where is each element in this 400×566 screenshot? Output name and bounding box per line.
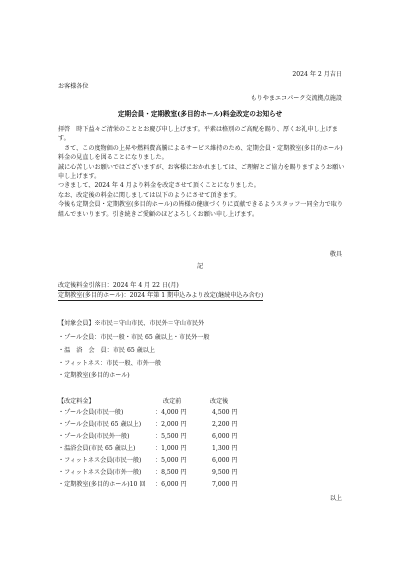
fee-name: ・プール会員(市民 65 歳以上) bbox=[58, 421, 142, 428]
fee-after: 2,200 円 bbox=[212, 421, 238, 428]
issue-date: 2024 年 2 月吉日 bbox=[292, 71, 342, 78]
closing-keigu: 敬具 bbox=[329, 251, 342, 258]
fee-before: ：2,000 円 bbox=[155, 421, 187, 428]
fee-name: ・定期教室(多目的ホール)10 回 bbox=[58, 481, 146, 488]
class-note: 定期教室(多目的ホール)：2024 年第 1 期申込みより改定(継続申込み含む) bbox=[58, 292, 264, 299]
member-item-2: ・温 浴 会 員：市民 65 歳以上 bbox=[58, 347, 155, 354]
recipient: お客様各位 bbox=[58, 83, 89, 90]
start-date-line bbox=[58, 281, 179, 290]
fee-after: 9,500 円 bbox=[212, 469, 238, 476]
members-header: 【対象会員】※市民＝守山市民、市民外＝守山市民外 bbox=[58, 320, 205, 327]
fee-before: ：4,000 円 bbox=[155, 409, 187, 416]
fees-before-label: 改定前 bbox=[163, 398, 182, 405]
fee-before: ：6,000 円 bbox=[155, 481, 187, 488]
start-date: 改定後料金引落日：2024 年 4 月 22 日(月) bbox=[58, 282, 179, 289]
fee-after: 6,000 円 bbox=[212, 457, 238, 464]
fee-after: 4,500 円 bbox=[212, 409, 238, 416]
fee-name: ・温浴会員(市民 65 歳以上) bbox=[58, 445, 136, 452]
fee-name: ・プール会員(市民一般) bbox=[58, 409, 124, 416]
body-paragraph-1: 拝啓 時下益々ご清栄のこととお慶び申し上げます。平素は格別のご高配を賜り、厚くお礼申し上げます。 bbox=[58, 126, 338, 143]
fees-header: 【改定料金】 bbox=[58, 398, 95, 405]
body-paragraph-6: 今後も定期会員・定期教室(多目的ホール)の皆様の健康づくりに貢献できるようスタッフ一同全力で取り組んでまいります。引き続きご愛顧のほどよろしくお願い申し上げます。 bbox=[58, 201, 343, 218]
member-item-3: ・フィットネス：市民一般、市外一般 bbox=[58, 360, 162, 367]
fee-name: ・フィットネス会員(市外一般) bbox=[58, 469, 142, 476]
fee-after: 1,300 円 bbox=[212, 445, 238, 452]
fee-before: ：5,500 円 bbox=[155, 433, 187, 440]
fee-after: 7,000 円 bbox=[212, 481, 238, 488]
class-note-line bbox=[58, 291, 263, 300]
document-title: 定期会員・定期教室(多目的ホール)料金改定のお知らせ bbox=[117, 110, 283, 118]
member-item-4: ・定期教室(多目的ホール) bbox=[58, 372, 130, 379]
body-paragraph-5: なお、改定後の料金に関しましては以下のようにさせて頂きます。 bbox=[58, 191, 241, 199]
fee-name: ・プール会員(市民外一般) bbox=[58, 433, 130, 440]
fee-before: ：5,000 円 bbox=[155, 457, 187, 464]
sender: もりやまエコパーク交流拠点施設 bbox=[250, 95, 342, 102]
fee-before: ：8,500 円 bbox=[155, 469, 187, 476]
body-text bbox=[58, 125, 348, 219]
body-paragraph-2: さて、この度物価の上昇や燃料費高騰によるサービス維持のため、定期会員・定期教室(多目的ホール)料金の見直しを図ることになりました。 bbox=[58, 144, 343, 162]
ki-marker: 記 bbox=[196, 263, 204, 270]
body-paragraph-4: つきまして、2024 年 4 月より料金を改定させて頂くことになりました。 bbox=[58, 182, 260, 190]
fee-name: ・フィットネス会員(市民一般) bbox=[58, 457, 142, 464]
member-item-1: ・プール会員：市民一般・市民 65 歳以上・市民外一般 bbox=[58, 334, 210, 341]
fee-before: ：1,000 円 bbox=[155, 445, 187, 452]
closing-ijo: 以上 bbox=[329, 495, 342, 502]
fee-after: 6,000 円 bbox=[212, 433, 238, 440]
fees-after-label: 改定後 bbox=[210, 398, 229, 405]
body-paragraph-3: 誠に心苦しいお願いではございますが、お客様におかれましては、ご理解とご協力を賜りますようお願い申し上げます。 bbox=[58, 163, 345, 181]
